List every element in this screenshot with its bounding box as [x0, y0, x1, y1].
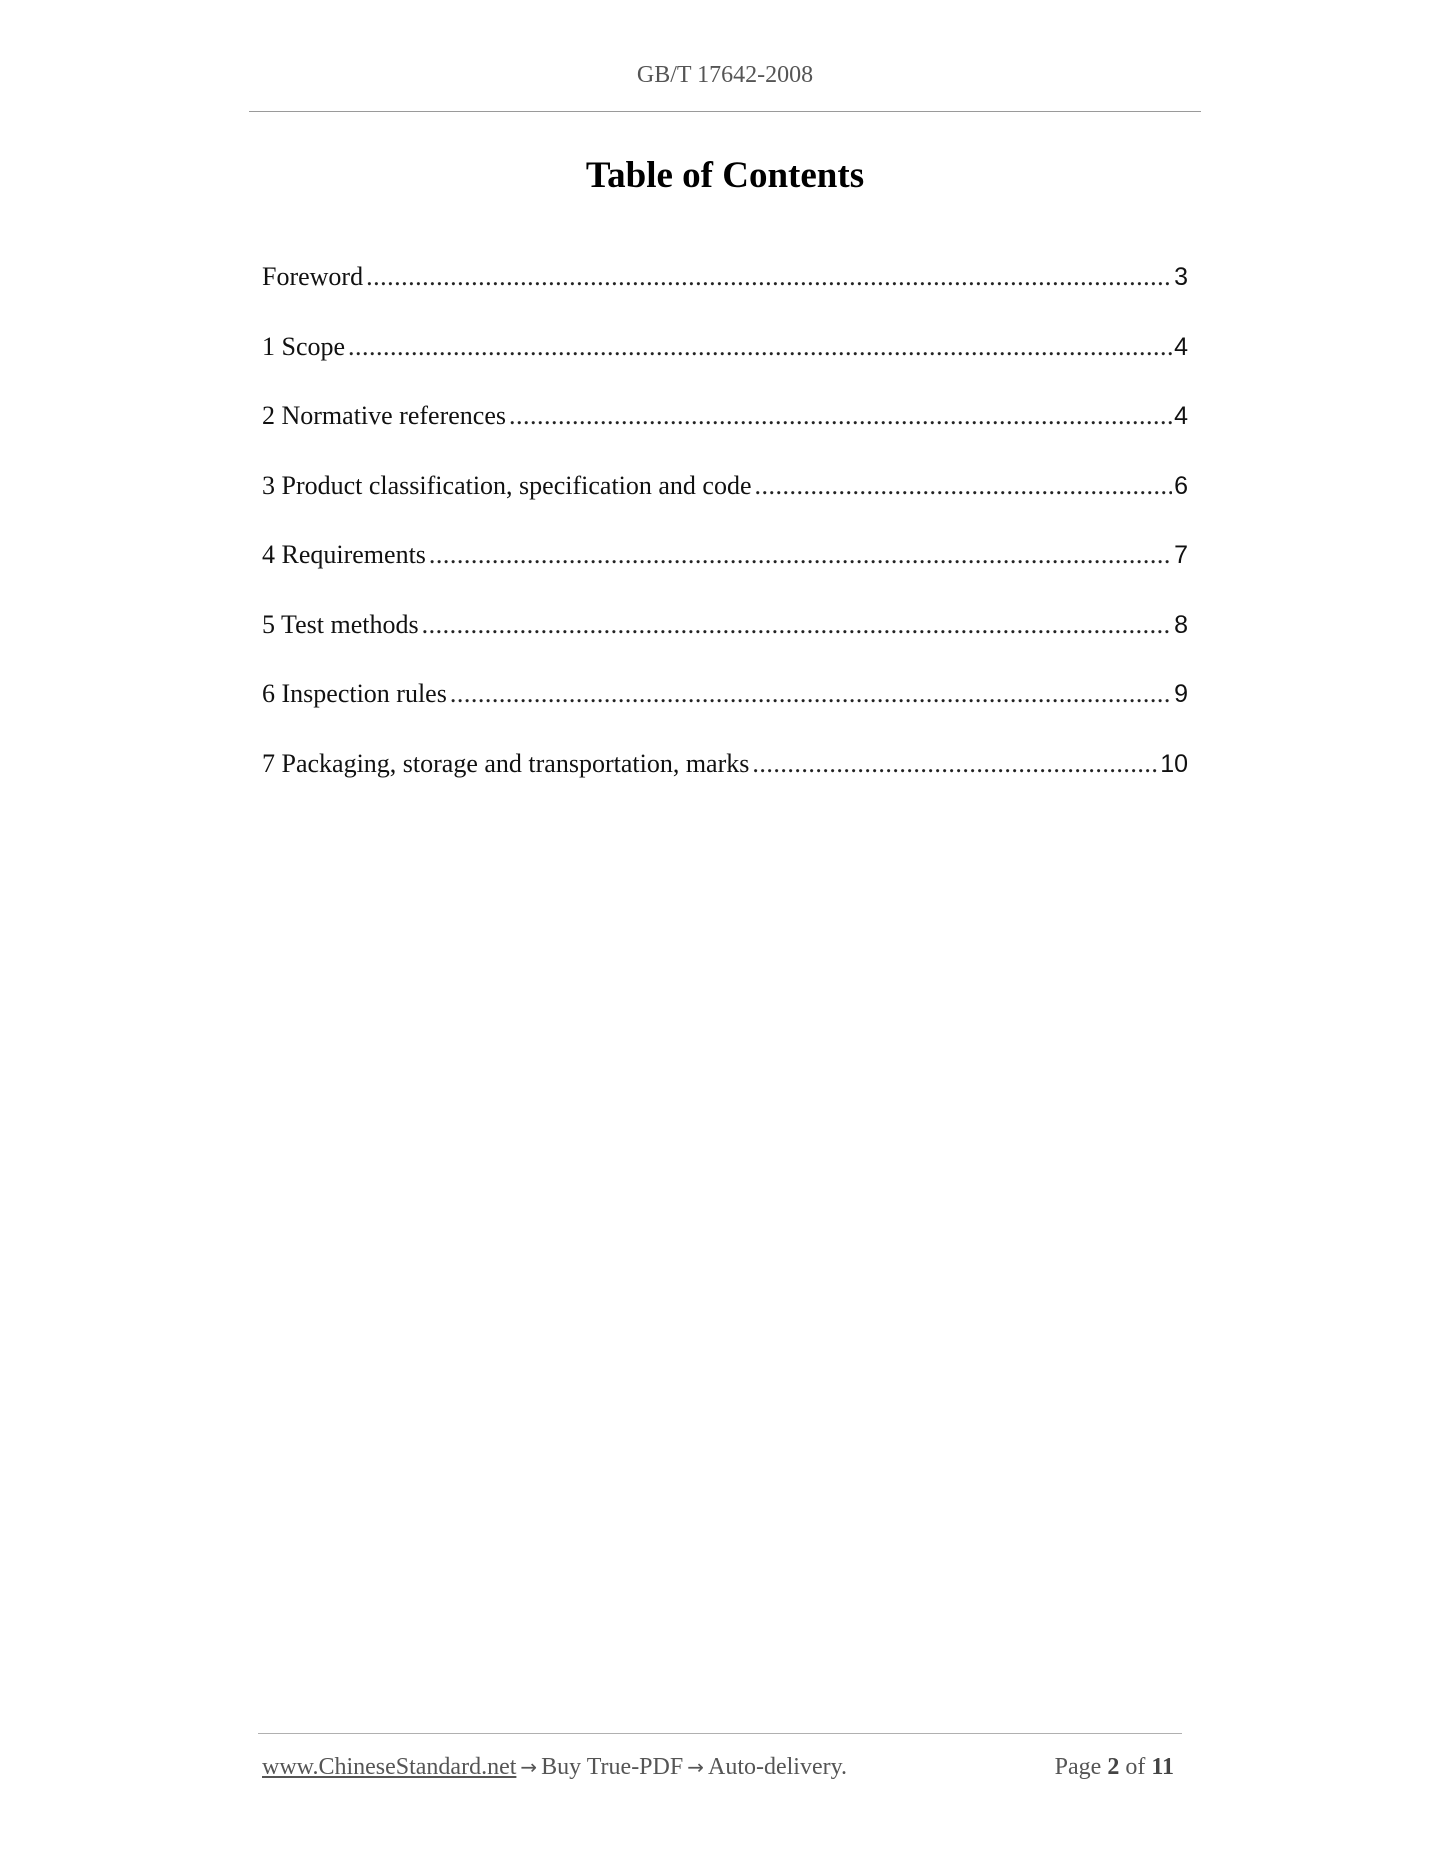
header-divider	[249, 111, 1201, 112]
toc-entry-label: 7 Packaging, storage and transportation, marks	[262, 748, 750, 778]
running-header: GB/T 17642-2008	[636, 62, 814, 88]
of-label: of	[1125, 1754, 1146, 1780]
dot-leader	[755, 471, 1173, 501]
toc-entry-label: 1 Scope	[262, 331, 346, 361]
dot-leader	[509, 401, 1172, 431]
toc-entry-foreword[interactable]	[262, 262, 1188, 332]
toc-entry-page: 9	[1174, 680, 1188, 708]
buy-text: Buy True-PDF	[541, 1754, 684, 1780]
toc-entry-scope[interactable]	[262, 332, 1188, 402]
dot-leader	[429, 540, 1172, 570]
dot-leader	[422, 610, 1173, 640]
toc-title: Table of Contents	[585, 155, 865, 196]
dot-leader	[450, 679, 1172, 709]
site-link[interactable]: www.ChineseStandard.net	[262, 1754, 517, 1780]
toc-entry-inspection-rules[interactable]	[262, 679, 1188, 749]
toc-entry-label: 6 Inspection rules	[262, 679, 447, 708]
arrow-right-icon: →	[520, 1755, 538, 1779]
toc-entry-requirements[interactable]	[262, 540, 1188, 610]
toc-entry-label: 5 Test methods	[262, 609, 419, 639]
page-indicator	[1055, 1754, 1180, 1781]
footer-promo	[262, 1754, 847, 1781]
page-footer	[262, 1754, 1180, 1781]
toc-entry-page: 3	[1174, 263, 1188, 291]
dot-leader	[752, 749, 1158, 779]
footer-divider	[258, 1733, 1182, 1734]
toc-entry-page: 6	[1174, 471, 1188, 500]
toc-entry-page: 8	[1174, 610, 1188, 639]
delivery-text: Auto-delivery.	[707, 1754, 848, 1780]
toc-entry-page: 4	[1174, 402, 1188, 430]
toc-entry-normative-references[interactable]	[262, 401, 1188, 471]
arrow-right-icon: →	[687, 1755, 704, 1779]
toc-entry-product-classification[interactable]	[262, 471, 1188, 541]
toc-entry-packaging[interactable]	[262, 749, 1188, 819]
toc-list	[262, 262, 1188, 818]
toc-entry-label: 2 Normative references	[262, 401, 506, 430]
dot-leader	[348, 332, 1172, 362]
dot-leader	[366, 262, 1172, 292]
page-total: 11	[1151, 1754, 1174, 1780]
toc-entry-label: 4 Requirements	[262, 540, 426, 569]
page-current: 2	[1107, 1754, 1120, 1780]
toc-entry-page: 10	[1160, 749, 1188, 778]
toc-entry-test-methods[interactable]	[262, 610, 1188, 680]
toc-entry-page: 4	[1174, 332, 1188, 361]
page-label: Page	[1054, 1754, 1102, 1780]
toc-entry-label: 3 Product classification, specification and code	[262, 470, 752, 500]
toc-entry-page: 7	[1174, 541, 1188, 569]
toc-entry-label: Foreword	[262, 262, 364, 291]
